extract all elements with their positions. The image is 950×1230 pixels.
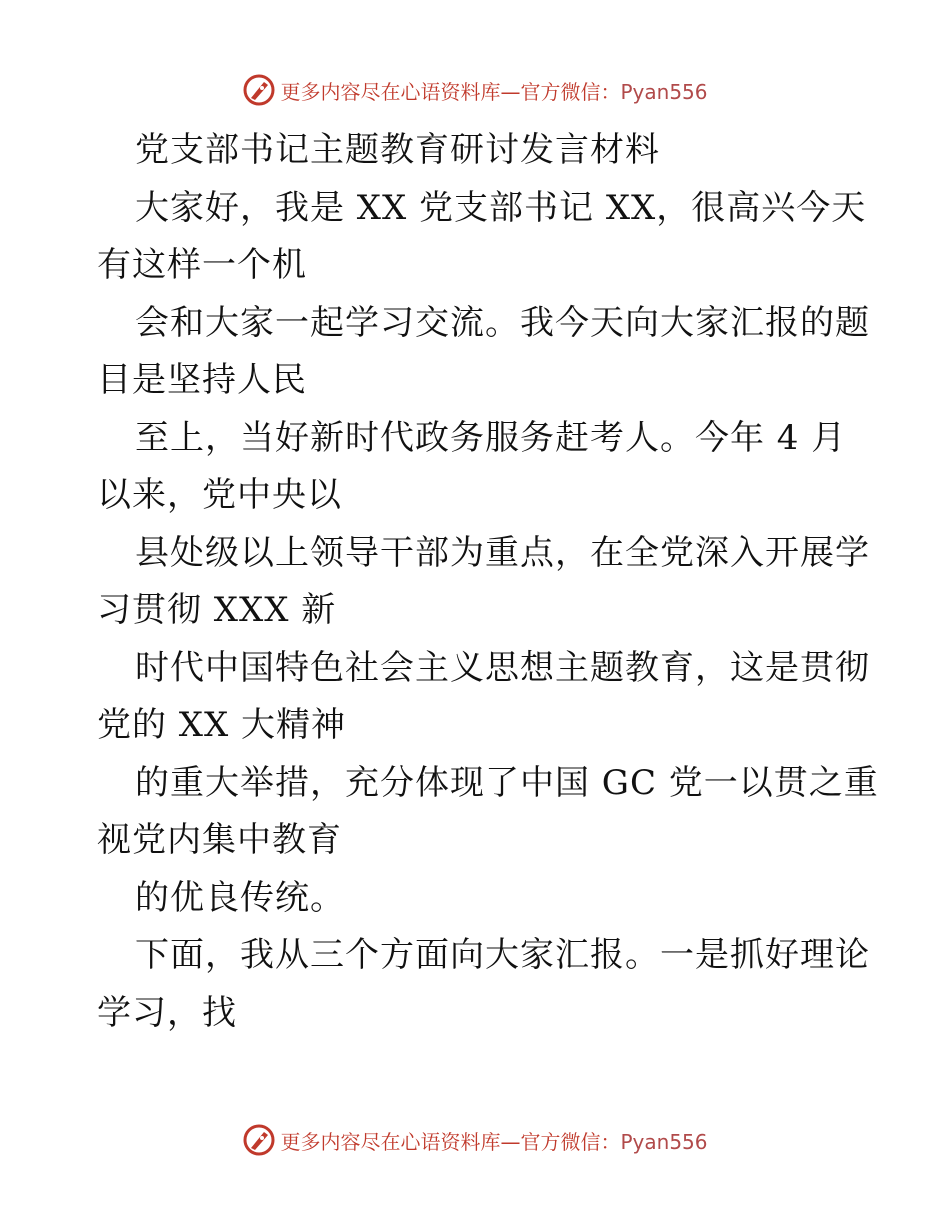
text-line: 有这样一个机	[97, 245, 307, 285]
text-line: 会和大家一起学习交流。我今天向大家汇报的题	[135, 302, 870, 343]
text-line: 党的 XX 大精神	[97, 705, 347, 745]
document-body	[97, 122, 879, 1042]
pen-logo-icon	[242, 1123, 276, 1157]
text-line: 以来，党中央以	[97, 475, 342, 515]
banner-text: 更多内容尽在心语资料库—官方微信：Pyan556	[280, 1129, 708, 1154]
text-line: 至上，当好新时代政务服务赶考人。今年 4 月	[135, 417, 847, 458]
text-line: 大家好，我是 XX 党支部书记 XX，很高兴今天	[135, 187, 867, 228]
text-line: 视党内集中教育	[97, 820, 342, 860]
text-line: 目是坚持人民	[97, 360, 307, 400]
text-line: 时代中国特色社会主义思想主题教育，这是贯彻	[135, 647, 870, 688]
text-line: 习贯彻 XXX 新	[97, 590, 337, 630]
footer-banner	[0, 1120, 950, 1160]
text-line: 学习，找	[97, 992, 237, 1033]
text-line: 县处级以上领导干部为重点，在全党深入开展学	[135, 532, 870, 573]
text-line: 的重大举措，充分体现了中国 GC 党一以贯之重	[135, 762, 879, 803]
pen-logo-icon	[242, 73, 276, 107]
text-line: 的优良传统。	[135, 877, 345, 918]
document-title: 党支部书记主题教育研讨发言材料	[135, 130, 660, 170]
text-line: 下面，我从三个方面向大家汇报。一是抓好理论	[135, 935, 870, 975]
banner-text: 更多内容尽在心语资料库—官方微信：Pyan556	[280, 79, 708, 104]
header-banner	[0, 70, 950, 110]
